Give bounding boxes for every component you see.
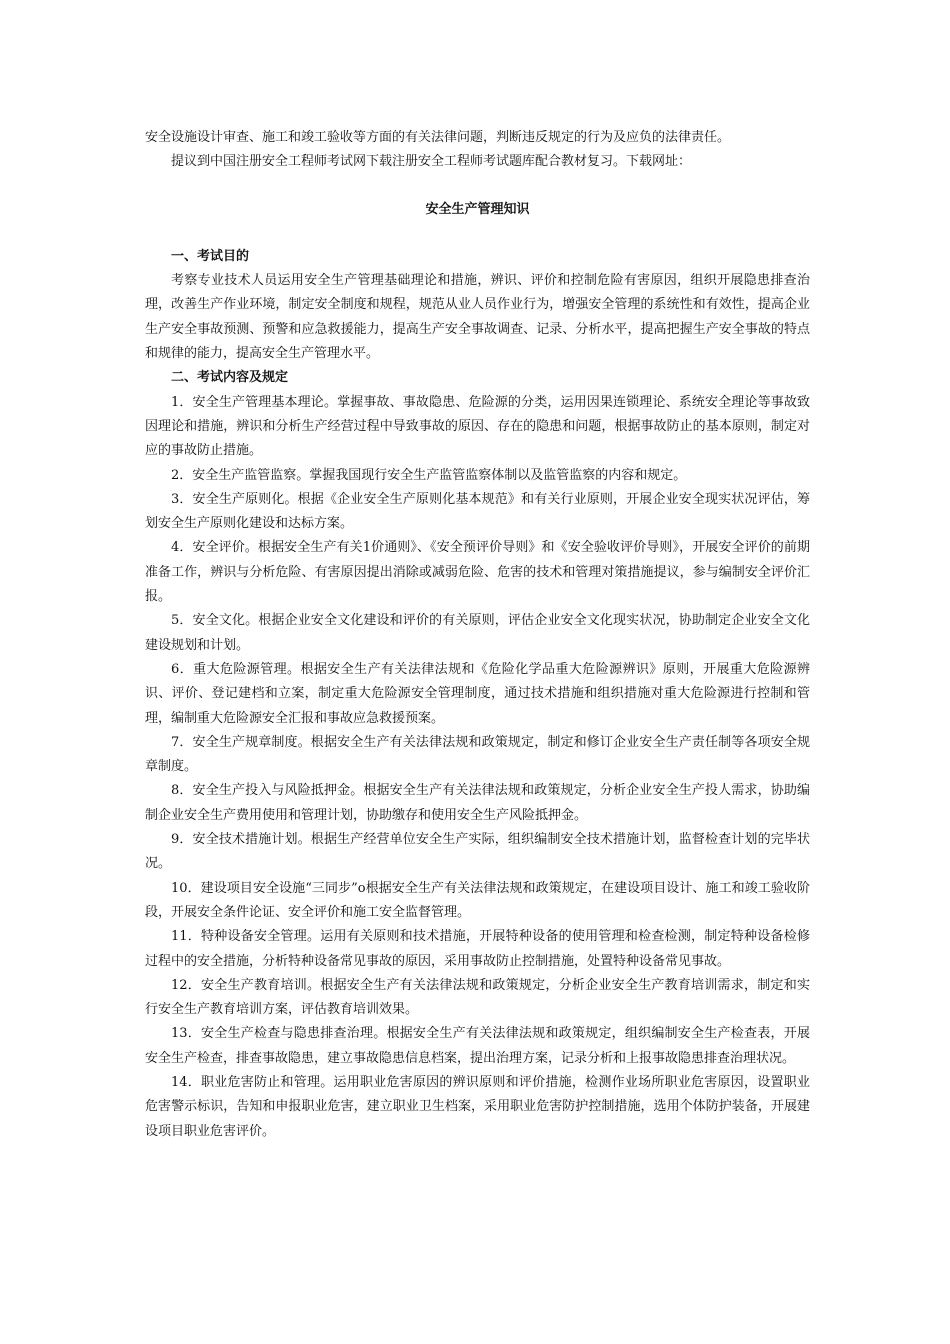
list-item-13: 13．安全生产检查与隐患排查治理。根据安全生产有关法律法规和政策规定，组织编制安全生产检查表，开展安全生产检查，排查事故隐患，建立事故隐患信息档案，提出治理方案，记录分析和上报事故隐患排查治理状况。 bbox=[145, 1026, 810, 1066]
document-title: 安全生产管理知识 bbox=[425, 201, 530, 217]
list-item-6: 6．重大危险源管理。根据安全生产有关法律法规和《危险化学品重大危险源辨识》原则，开展重大危险源辨识、评价、登记建档和立案，制定重大危险源安全管理制度，通过技术措施和组织措施对重大危险源进行控制和管理，编制重大危险源安全汇报和事故应急救援预案。 bbox=[145, 661, 810, 726]
section-1-body: 考察专业技术人员运用安全生产管理基础理论和措施，辨识、评价和控制危险有害原因，组织开展隐患排查治理，改善生产作业环境，制定安全制度和规程，规范从业人员作业行为，增强安全管理的系统性和有效性，提高企业生产安全事故预测、预警和应急救援能力，提高生产安全事故调查、记录、分析水平，提高把握生产安全事故的特点和规律的能力，提高安全生产管理水平。 bbox=[145, 273, 810, 362]
list-item-3: 3．安全生产原则化。根据《企业安全生产原则化基本规范》和有关行业原则，开展企业安全现实状况评估，筹划安全生产原则化建设和达标方案。 bbox=[145, 491, 810, 532]
list-item-12: 12．安全生产教育培训。根据安全生产有关法律法规和政策规定，分析企业安全生产教育培训需求，制定和实行安全生产教育培训方案，评估教育培训效果。 bbox=[145, 977, 810, 1018]
list-item-11: 11．特种设备安全管理。运用有关原则和技术措施，开展特种设备的使用管理和检查检测，制定特种设备检修过程中的安全措施，分析特种设备常见事故的原因，采用事故防止控制措施，处置特种设备常见事故。 bbox=[145, 929, 810, 969]
list-item-1: 1．安全生产管理基本理论。掌握事故、事故隐患、危险源的分类，运用因果连锁理论、系统安全理论等事故致因理论和措施，辨识和分析生产经营过程中导致事故的原因、存在的隐患和问题，根据事故防止的基本原则，制定对应的事故防止措施。 bbox=[145, 394, 810, 459]
intro-line-2: 提议到中国注册安全工程师考试网下载注册安全工程师考试题库配合教材复习。下载网址： bbox=[171, 154, 692, 170]
list-item-2: 2．安全生产监管监察。掌握我国现行安全生产监管监察体制以及监管监察的内容和规定。 bbox=[171, 467, 687, 483]
list-item-9: 9．安全技术措施计划。根据生产经营单位安全生产实际，组织编制安全技术措施计划，监督检查计划的完毕状况。 bbox=[145, 832, 810, 872]
list-item-10: 10．建设项目安全设施“三同步”o根据安全生产有关法律法规和政策规定，在建设项目设计、施工和竣工验收阶段，开展安全条件论证、安全评价和施工安全监督管理。 bbox=[145, 880, 810, 920]
section-2-heading: 二、考试内容及规定 bbox=[171, 370, 289, 386]
section-1-heading: 一、考试目的 bbox=[171, 248, 250, 264]
list-item-5: 5．安全文化。根据企业安全文化建设和评价的有关原则，评估企业安全文化现实状况，协助制定企业安全文化建设规划和计划。 bbox=[145, 613, 810, 653]
list-item-4: 4．安全评价。根据安全生产有关1价通则》、《安全预评价导则》和《安全验收评价导则》，开展安全评价的前期准备工作，辨识与分析危险、有害原因提出消除或减弱危险、危害的技术和管理对策措施提议，参与编制安全评价汇报。 bbox=[145, 540, 810, 605]
list-item-14: 14．职业危害防止和管理。运用职业危害原因的辨识原则和评价措施，检测作业场所职业危害原因，设置职业危害警示标识，告知和申报职业危害，建立职业卫生档案，采用职业危害防护控制措施，选用个体防护装备，开展建设项目职业危害评价。 bbox=[145, 1074, 810, 1139]
document-page bbox=[145, 126, 810, 1144]
list-item-8: 8．安全生产投入与风险抵押金。根据安全生产有关法律法规和政策规定，分析企业安全生产投人需求，协助编制企业安全生产费用使用和管理计划，协助缴存和使用安全生产风险抵押金。 bbox=[145, 783, 810, 823]
list-item-7: 7．安全生产规章制度。根据安全生产有关法律法规和政策规定，制定和修订企业安全生产责任制等各项安全规章制度。 bbox=[145, 734, 810, 775]
intro-line-1: 安全设施设计审查、施工和竣工验收等方面的有关法律问题，判断违反规定的行为及应负的法律责任。 bbox=[145, 130, 731, 145]
